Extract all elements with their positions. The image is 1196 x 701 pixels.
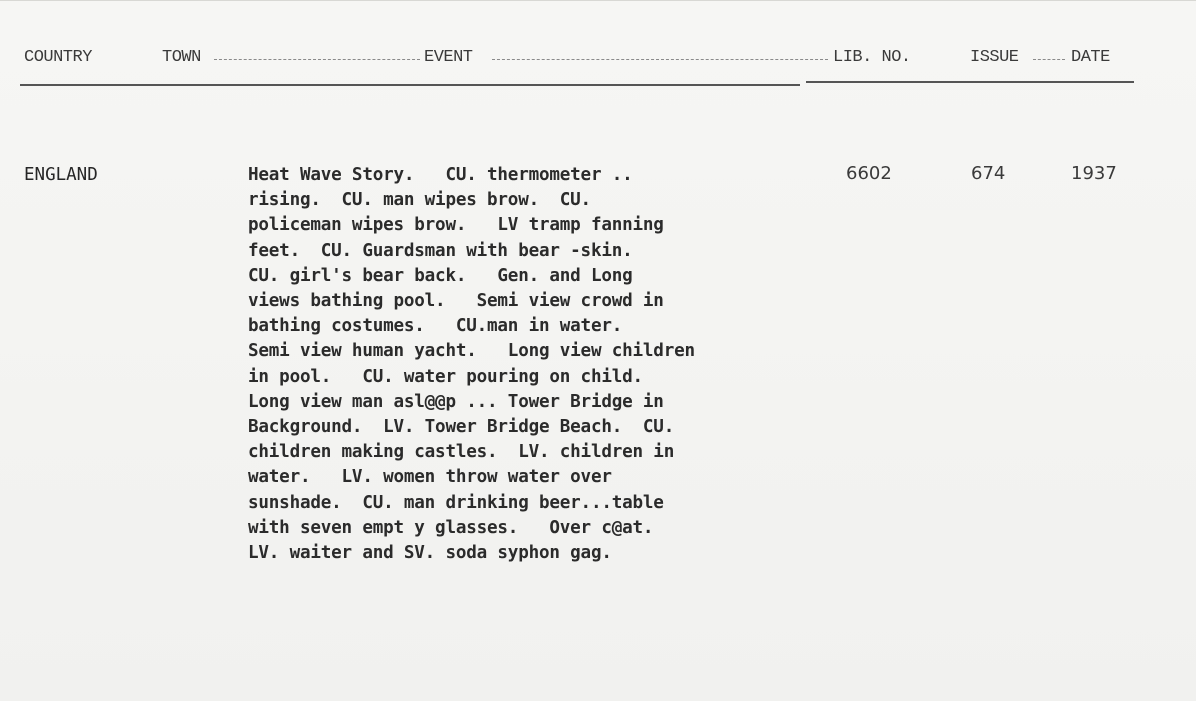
- header-leader-line: [492, 59, 828, 60]
- event-line: feet. CU. Guardsman with bear -skin.: [248, 240, 633, 261]
- event-line: CU. girl's bear back. Gen. and Long: [248, 265, 633, 286]
- lib-no-value: 6602: [846, 163, 892, 184]
- issue-value: 674: [971, 163, 1006, 184]
- header-country: COUNTRY: [24, 48, 92, 67]
- header-issue: ISSUE: [970, 48, 1019, 67]
- event-line: in pool. CU. water pouring on child.: [248, 366, 643, 387]
- header-lib-no: LIB. NO.: [833, 48, 911, 67]
- event-line: views bathing pool. Semi view crowd in: [248, 291, 664, 312]
- event-line: policeman wipes brow. LV tramp fanning: [248, 215, 664, 236]
- header-date: DATE: [1071, 48, 1110, 67]
- header-leader-line: [1033, 59, 1065, 60]
- header-rule: [20, 84, 800, 86]
- header-town: TOWN: [162, 48, 201, 67]
- event-line: children making castles. LV. children in: [248, 442, 675, 463]
- event-line: Heat Wave Story. CU. thermometer ..: [248, 165, 633, 185]
- header-leader-line: [214, 59, 420, 60]
- header-event: EVENT: [424, 48, 473, 67]
- event-description: [248, 163, 695, 566]
- event-line: bathing costumes. CU.man in water.: [248, 316, 623, 337]
- event-line: water. LV. women throw water over: [248, 467, 612, 488]
- event-line: sunshade. CU. man drinking beer...table: [248, 492, 664, 513]
- country-value: ENGLAND: [24, 165, 98, 185]
- event-line: LV. waiter and SV. soda syphon gag.: [248, 543, 612, 564]
- event-line: Background. LV. Tower Bridge Beach. CU.: [248, 417, 675, 438]
- event-line: Semi view human yacht. Long view children: [248, 341, 695, 362]
- date-value: 1937: [1071, 163, 1117, 184]
- event-line: rising. CU. man wipes brow. CU.: [248, 190, 591, 211]
- event-line: with seven empt y glasses. Over c@at.: [248, 517, 654, 538]
- header-rule: [806, 81, 1134, 83]
- event-line: Long view man asl@@p ... Tower Bridge in: [248, 391, 664, 412]
